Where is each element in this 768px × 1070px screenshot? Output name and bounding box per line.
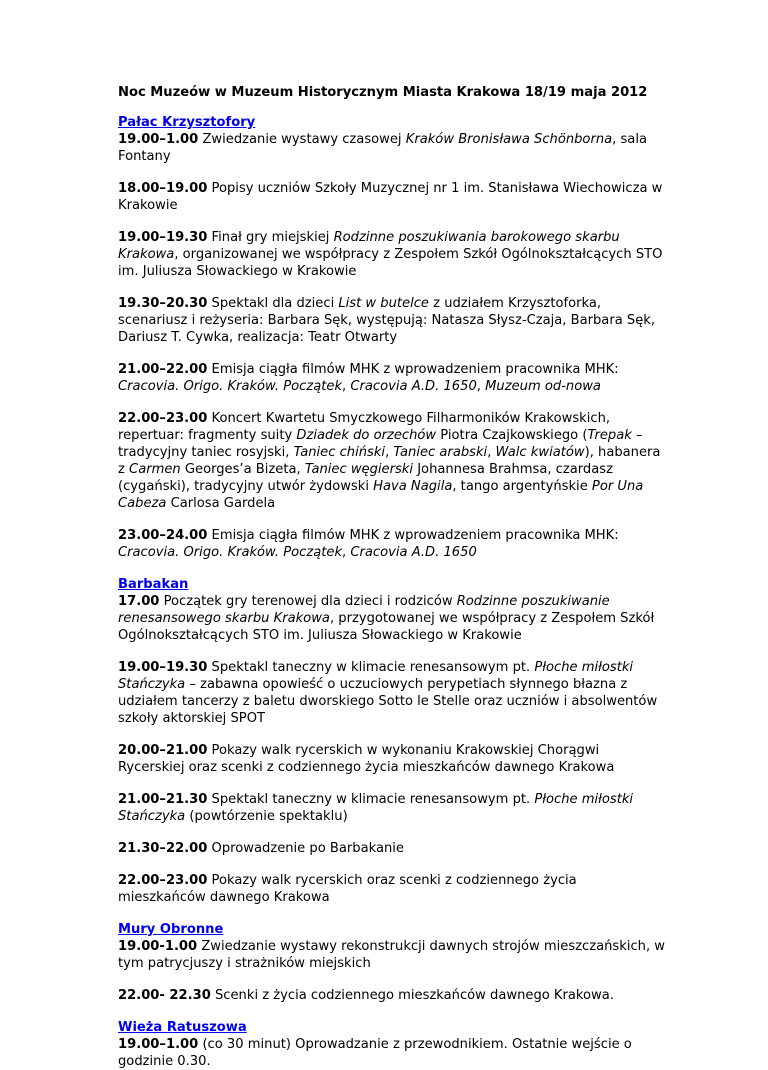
event-entry <box>118 361 668 395</box>
document-title: Noc Muzeów w Muzeum Historycznym Miasta Krakowa 18/19 maja 2012 <box>118 85 648 100</box>
event-title-italic: Trepak <box>587 428 632 443</box>
event-description: Pokazy walk rycerskich oraz scenki z codziennego życia mieszkańców dawnego Krakowa <box>118 873 577 905</box>
event-title-italic: Cracovia. Origo. Kraków. Początek <box>118 545 343 560</box>
event-description: Koncert Kwartetu Smyczkowego Filharmoników Krakowskich, repertuar: fragmenty suity <box>118 411 611 443</box>
event-time: 21.30–22.00 <box>118 841 208 856</box>
event-title-italic: Płoche miłostki Stańczyka <box>118 792 634 824</box>
event-description: Spektakl dla dzieci <box>207 296 339 311</box>
event-description: Georges’a Bizeta, <box>180 462 305 477</box>
event-title-italic: Cracovia A.D. 1650 <box>350 379 477 394</box>
event-entry <box>118 410 668 512</box>
event-entry <box>118 295 668 346</box>
event-description: , <box>476 379 486 394</box>
event-description: Emisja ciągła filmów MHK z wprowadzeniem pracownika MHK: <box>207 528 619 543</box>
event-entry <box>118 791 668 825</box>
event-time: 18.00–19.00 <box>118 181 208 196</box>
event-description: , <box>487 445 496 460</box>
event-description: Finał gry miejskiej <box>207 230 334 245</box>
venue-section <box>118 114 668 561</box>
event-title-italic: Rodzinne poszukiwania barokowego skarbu Krakowa <box>118 230 620 262</box>
event-title-italic: Rodzinne poszukiwanie renesansowego skarbu Krakowa <box>118 594 610 626</box>
event-time: 19.00–1.00 <box>118 132 199 147</box>
event-description: , tango argentyńskie <box>452 479 592 494</box>
event-description: Pokazy walk rycerskich w wykonaniu Krakowskiej Chorągwi Rycerskiej oraz scenki z codziennego życia mieszkańców dawnego Krakowa <box>118 743 615 775</box>
event-title-italic: Płoche miłostki Stańczyka <box>118 660 634 692</box>
event-time: 23.00–24.00 <box>118 528 208 543</box>
program-content <box>118 114 668 1070</box>
event-description: Zwiedzanie wystawy rekonstrukcji dawnych strojów mieszczańskich, w tym patrycjuszy i strażników miejskich <box>118 939 666 971</box>
event-time: 22.00–23.00 <box>118 873 208 888</box>
event-description: , sala Fontany <box>118 132 647 164</box>
event-description: (co 30 minut) Oprowadzanie z przewodnikiem. Ostatnie wejście o godzinie 0.30. <box>118 1037 632 1069</box>
event-entry <box>118 593 668 644</box>
event-description: – tradycyjny taniec rosyjski, <box>118 428 643 460</box>
event-entry <box>118 840 668 857</box>
event-time: 19.00–19.30 <box>118 660 208 675</box>
venue-link[interactable]: Mury Obronne <box>118 922 224 937</box>
event-time: 22.00–23.00 <box>118 411 208 426</box>
event-time: 19.00–19.30 <box>118 230 208 245</box>
venue-section <box>118 921 668 1004</box>
event-description: Zwiedzanie wystawy czasowej <box>198 132 406 147</box>
event-entry <box>118 938 668 972</box>
event-description: Oprowadzenie po Barbakanie <box>207 841 404 856</box>
event-description: , przygotowanej we współpracy z Zespołem Szkół Ogólnokształcących STO im. Juliusza Słowackiego w Krakowie <box>118 611 655 643</box>
event-title-italic: Taniec chiński <box>293 445 386 460</box>
event-time: 21.00–22.00 <box>118 362 208 377</box>
event-time: 20.00–21.00 <box>118 743 208 758</box>
event-description: Popisy uczniów Szkoły Muzycznej nr 1 im. Stanisława Wiechowicza w Krakowie <box>118 181 663 213</box>
event-entry <box>118 180 668 214</box>
event-title-italic: Cracovia. Origo. Kraków. Początek <box>118 379 343 394</box>
event-title-italic: Kraków Bronisława Schönborna <box>405 132 613 147</box>
event-description: ), habanera z <box>118 445 661 477</box>
event-description: Scenki z życia codziennego mieszkańców dawnego Krakowa. <box>210 988 614 1003</box>
event-entry <box>118 1036 668 1070</box>
event-entry <box>118 659 668 727</box>
event-title-italic: Hava Nagila <box>373 479 453 494</box>
event-title-italic: Carmen <box>129 462 181 477</box>
event-time: 17.00 <box>118 594 160 609</box>
event-title-italic: Dziadek do orzechów <box>296 428 437 443</box>
event-entry <box>118 527 668 561</box>
event-title-italic: Por Una Cabeza <box>118 479 644 511</box>
event-description: (powtórzenie spektaklu) <box>185 809 348 824</box>
event-time: 19.00–1.00 <box>118 1037 199 1052</box>
event-time: 21.00–21.30 <box>118 792 208 807</box>
event-title-italic: Taniec węgierski <box>304 462 414 477</box>
event-entry <box>118 872 668 906</box>
event-description: z udziałem Krzysztoforka, scenariusz i reżyseria: Barbara Sęk, występują: Natasza Słysz-Czaja, Barbara Sęk, Dariusz T. Cywka, realizacja: Teatr Otwarty <box>118 296 656 345</box>
event-title-italic: Taniec arabski <box>393 445 488 460</box>
event-description: , <box>342 545 351 560</box>
event-entry <box>118 229 668 280</box>
venue-link[interactable]: Pałac Krzysztofory <box>118 115 256 130</box>
event-time: 19.30–20.30 <box>118 296 208 311</box>
event-time: 22.00- 22.30 <box>118 988 211 1003</box>
event-entry <box>118 987 668 1004</box>
event-description: Carlosa Gardela <box>166 496 276 511</box>
event-title-italic: List w butelce <box>338 296 429 311</box>
event-description: , <box>385 445 394 460</box>
event-entry <box>118 742 668 776</box>
event-title-italic: Cracovia A.D. 1650 <box>350 545 477 560</box>
event-title-italic: Muzeum od-nowa <box>485 379 601 394</box>
event-description: , organizowanej we współpracy z Zespołem Szkół Ogólnokształcących STO im. Juliusza Słowackiego w Krakowie <box>118 247 663 279</box>
venue-section <box>118 576 668 906</box>
event-description: Początek gry terenowej dla dzieci i rodziców <box>159 594 457 609</box>
venue-link[interactable]: Wieża Ratuszowa <box>118 1020 247 1035</box>
event-title-italic: Walc kwiatów <box>495 445 585 460</box>
venue-section <box>118 1019 668 1070</box>
event-description: Piotra Czajkowskiego ( <box>436 428 588 443</box>
event-description: , <box>342 379 351 394</box>
event-description: – zabawna opowieść o uczuciowych perypetiach słynnego błazna z udziałem tancerzy z baletu dworskiego Sotto le Stelle oraz uczniów i absolwentów szkoły aktorskiej SPOT <box>118 677 658 726</box>
event-description: Spektakl taneczny w klimacie renesansowym pt. <box>207 792 535 807</box>
event-description: Spektakl taneczny w klimacie renesansowym pt. <box>207 660 535 675</box>
event-description: Johannesa Brahmsa, czardasz (cygański), tradycyjny utwór żydowski <box>118 462 613 494</box>
venue-link[interactable]: Barbakan <box>118 577 189 592</box>
event-entry <box>118 131 668 165</box>
event-description: Emisja ciągła filmów MHK z wprowadzeniem pracownika MHK: <box>207 362 619 377</box>
event-time: 19.00-1.00 <box>118 939 198 954</box>
